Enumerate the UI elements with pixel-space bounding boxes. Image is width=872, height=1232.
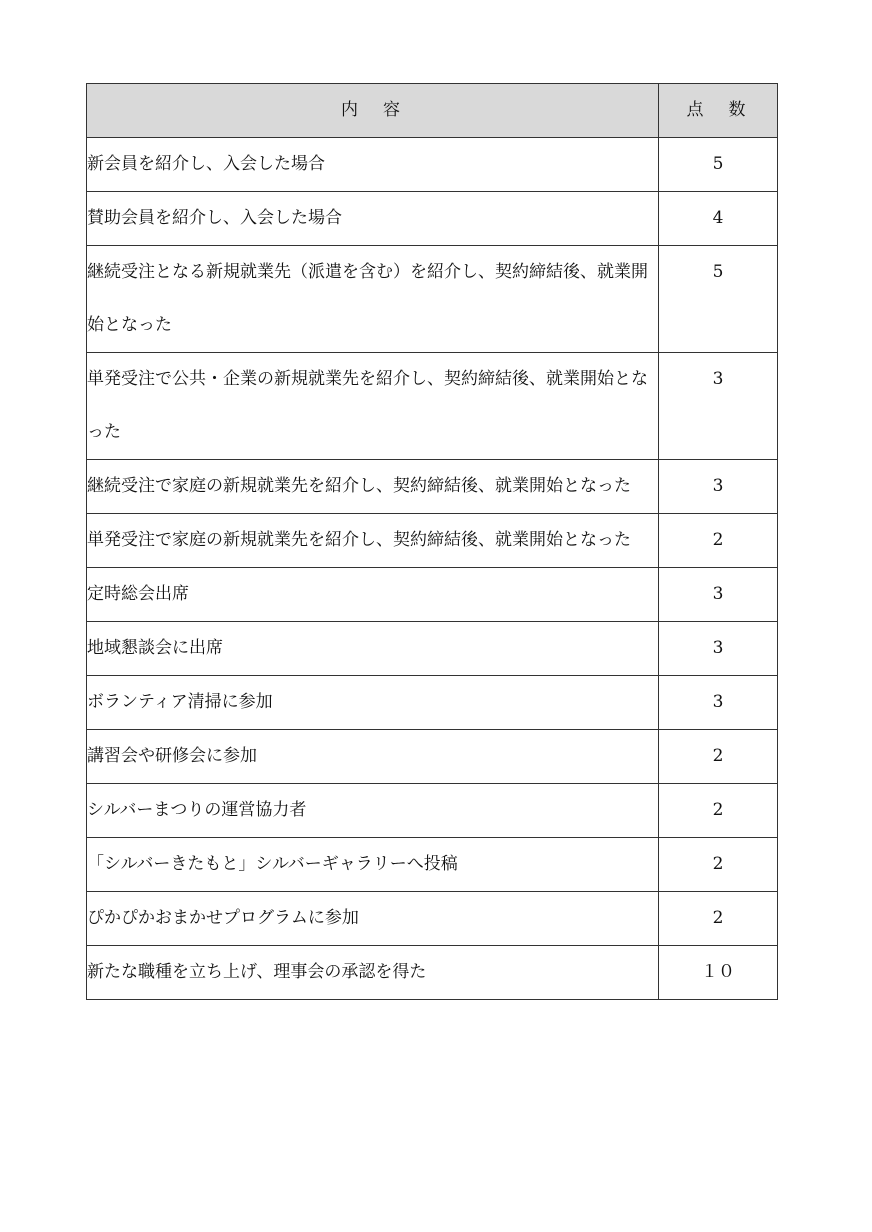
- points-column-header: 点 数: [659, 84, 778, 138]
- row-points: 2: [659, 892, 778, 946]
- table-row: [87, 892, 778, 946]
- table-row: [87, 784, 778, 838]
- row-points: 3: [659, 568, 778, 622]
- points-table: [86, 83, 778, 1000]
- table-row: [87, 838, 778, 892]
- row-points: 2: [659, 784, 778, 838]
- row-content: 継続受注で家庭の新規就業先を紹介し、契約締結後、就業開始となった: [87, 460, 659, 514]
- row-points: 5: [659, 246, 778, 353]
- table-row: [87, 138, 778, 192]
- row-points: 2: [659, 838, 778, 892]
- table-row: [87, 730, 778, 784]
- row-content: 新たな職種を立ち上げ、理事会の承認を得た: [87, 946, 659, 1000]
- row-content: 単発受注で家庭の新規就業先を紹介し、契約締結後、就業開始となった: [87, 514, 659, 568]
- row-points: １０: [659, 946, 778, 1000]
- row-points: 2: [659, 730, 778, 784]
- row-content: ボランティア清掃に参加: [87, 676, 659, 730]
- row-points: 3: [659, 460, 778, 514]
- row-points: 2: [659, 514, 778, 568]
- row-content: ぴかぴかおまかせプログラムに参加: [87, 892, 659, 946]
- row-content: 地域懇談会に出席: [87, 622, 659, 676]
- table-row: [87, 622, 778, 676]
- row-content: 「シルバーきたもと」シルバーギャラリーへ投稿: [87, 838, 659, 892]
- row-content: 賛助会員を紹介し、入会した場合: [87, 192, 659, 246]
- row-points: 3: [659, 622, 778, 676]
- table-row: [87, 246, 778, 353]
- table-header-row: [87, 84, 778, 138]
- row-content: 講習会や研修会に参加: [87, 730, 659, 784]
- row-content: 定時総会出席: [87, 568, 659, 622]
- table-row: [87, 676, 778, 730]
- table-row: [87, 568, 778, 622]
- table-row: [87, 460, 778, 514]
- row-content: 単発受注で公共・企業の新規就業先を紹介し、契約締結後、就業開始となった: [87, 353, 659, 460]
- row-points: 4: [659, 192, 778, 246]
- content-column-header: 内 容: [87, 84, 659, 138]
- row-content: シルバーまつりの運営協力者: [87, 784, 659, 838]
- row-points: 3: [659, 353, 778, 460]
- row-points: 3: [659, 676, 778, 730]
- table-row: [87, 946, 778, 1000]
- row-points: 5: [659, 138, 778, 192]
- table-row: [87, 192, 778, 246]
- table-row: [87, 353, 778, 460]
- row-content: 継続受注となる新規就業先（派遣を含む）を紹介し、契約締結後、就業開始となった: [87, 246, 659, 353]
- table-row: [87, 514, 778, 568]
- row-content: 新会員を紹介し、入会した場合: [87, 138, 659, 192]
